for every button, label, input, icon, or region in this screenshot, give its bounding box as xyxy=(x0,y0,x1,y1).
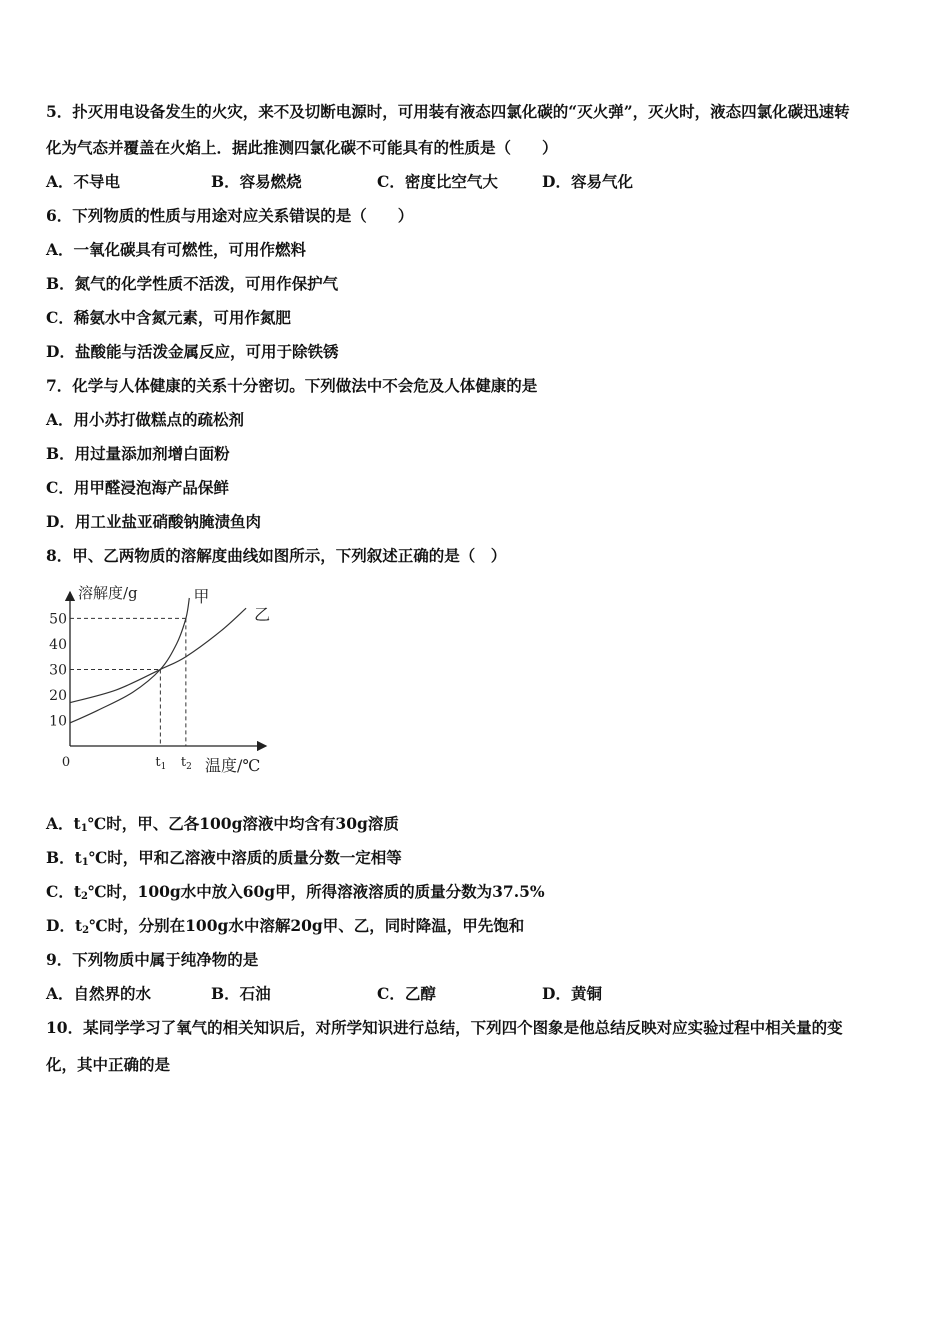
q5-option-b: B．容易燃烧 xyxy=(211,172,302,191)
q5-stem-line1: 5．扑灭用电设备发生的火灾，来不及切断电源时，可用装有液态四氯化碳的“灭火弹”，灭火时，液态四氯化碳迅速转 xyxy=(46,102,850,121)
origin-label: 0 xyxy=(61,755,71,770)
q7-option-b: B．用过量添加剂增白面粉 xyxy=(46,444,230,463)
q9-stem: 9．下列物质中属于纯净物的是 xyxy=(46,950,259,969)
q9-option-a: A．自然界的水 xyxy=(46,984,152,1003)
curve-yi xyxy=(70,608,246,702)
q8-option-b: B．$t_1℃$时，甲和乙溶液中溶质的质量分数一定相等 xyxy=(46,848,402,868)
q6-option-c: C．稀氨水中含氮元素，可用作氮肥 xyxy=(46,308,291,327)
q7-stem: 7．化学与人体健康的关系十分密切。下列做法中不会危及人体健康的是 xyxy=(46,376,538,395)
q6-option-b: B．氮气的化学性质不活泼，可用作保护气 xyxy=(46,274,339,293)
y-tick-label-30: 30 xyxy=(49,662,67,679)
x-axis-label: 温度/℃ xyxy=(205,756,261,775)
y-axis-label: 溶解度/g xyxy=(78,584,138,602)
q8-stem: 8．甲、乙两物质的溶解度曲线如图所示，下列叙述正确的是（ ） xyxy=(46,546,507,565)
q7-option-a: A．用小苏打做糕点的疏松剂 xyxy=(46,410,245,429)
series-label-yi: 乙 xyxy=(254,605,271,625)
q5-option-d: D．容易气化 xyxy=(542,172,633,191)
q8-option-a: A．$t_1℃$时，甲、乙各100g溶液中均含有30g溶质 xyxy=(46,814,399,834)
x-tick-label-t1: $t_1$ xyxy=(155,755,167,772)
x-tick-label-t2: $t_2$ xyxy=(180,755,192,772)
q9-option-b: B．石油 xyxy=(211,984,271,1003)
curve-jia xyxy=(70,598,189,723)
q6-stem: 6．下列物质的性质与用途对应关系错误的是（ ） xyxy=(46,206,414,225)
q6-option-a: A．一氧化碳具有可燃性，可用作燃料 xyxy=(46,240,307,259)
q5-stem-line2: 化为气态并覆盖在火焰上．据此推测四氯化碳不可能具有的性质是（ ） xyxy=(46,138,558,157)
y-tick-label-20: 20 xyxy=(49,687,67,704)
q10-stem-line2: 化，其中正确的是 xyxy=(46,1055,171,1074)
q9-options xyxy=(46,984,866,1004)
q7-option-d: D．用工业盐亚硝酸钠腌渍鱼肉 xyxy=(46,512,261,531)
q9-option-c: C．乙醇 xyxy=(377,984,436,1003)
curves xyxy=(70,587,270,723)
q7-option-c: C．用甲醛浸泡海产品保鲜 xyxy=(46,478,229,497)
series-label-jia: 甲 xyxy=(193,587,210,606)
q6-option-d: D．盐酸能与活泼金属反应，可用于除铁锈 xyxy=(46,342,339,361)
q9-option-d: D．黄铜 xyxy=(542,984,602,1003)
q5-option-c: C．密度比空气大 xyxy=(377,172,498,191)
q8-option-d: D．$t_2℃$时，分别在100g水中溶解20g甲、乙，同时降温，甲先饱和 xyxy=(46,916,525,936)
y-tick-label-10: 10 xyxy=(49,713,67,730)
q5-option-a: A．不导电 xyxy=(46,172,121,191)
q8-option-c: C．$t_2℃$时，100g水中放入60g甲，所得溶液溶质的质量分数为37.5% xyxy=(46,882,545,902)
guide-lines xyxy=(70,618,186,746)
y-tick-label-40: 40 xyxy=(49,636,67,653)
y-tick-label-50: 50 xyxy=(49,611,67,628)
q10-stem-line1: 10．某同学学习了氧气的相关知识后，对所学知识进行总结，下列四个图象是他总结反映对应实验过程中相关量的变 xyxy=(46,1018,843,1037)
solubility-chart xyxy=(40,574,280,780)
q5-options xyxy=(46,172,866,192)
